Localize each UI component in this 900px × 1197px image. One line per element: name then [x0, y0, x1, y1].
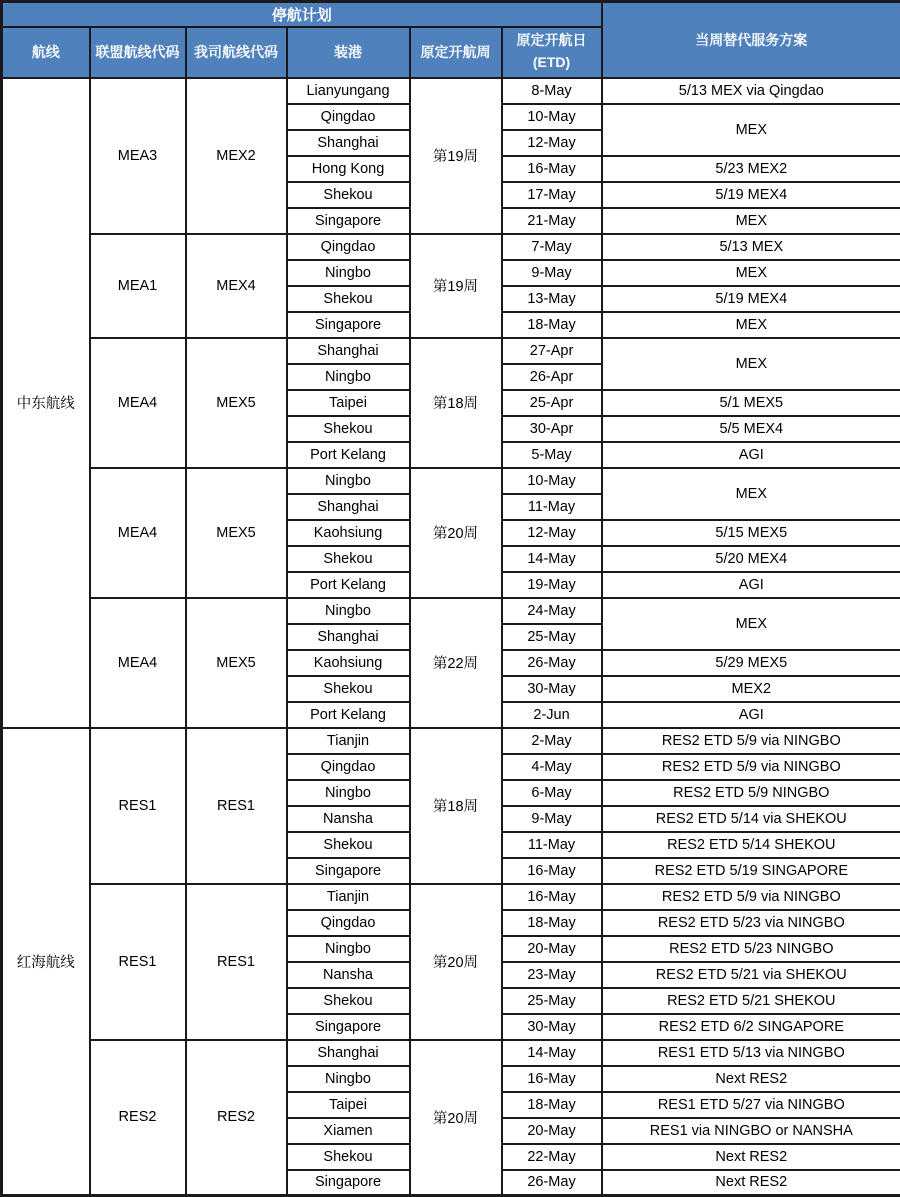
- etd-cell: 30-May: [502, 1014, 602, 1040]
- schedule-row: [2, 468, 900, 494]
- etd-cell: 17-May: [502, 182, 602, 208]
- schedule-row: [2, 884, 900, 910]
- alt-service-cell: MEX: [602, 338, 900, 390]
- port-cell: Shekou: [287, 1144, 410, 1170]
- etd-cell: 11-May: [502, 494, 602, 520]
- etd-cell: 18-May: [502, 1092, 602, 1118]
- etd-cell: 24-May: [502, 598, 602, 624]
- etd-cell: 11-May: [502, 832, 602, 858]
- etd-cell: 22-May: [502, 1144, 602, 1170]
- alt-service-cell: MEX: [602, 468, 900, 520]
- etd-cell: 14-May: [502, 1040, 602, 1066]
- etd-cell: 26-May: [502, 650, 602, 676]
- etd-cell: 25-May: [502, 624, 602, 650]
- port-cell: Singapore: [287, 208, 410, 234]
- alt-service-cell: 5/13 MEX: [602, 234, 900, 260]
- port-cell: Nansha: [287, 806, 410, 832]
- route-group-cell: 中东航线: [2, 78, 90, 728]
- alt-service-cell: RES2 ETD 5/14 via SHEKOU: [602, 806, 900, 832]
- etd-cell: 4-May: [502, 754, 602, 780]
- port-cell: Singapore: [287, 1170, 410, 1196]
- alt-service-cell: MEX: [602, 312, 900, 338]
- column-header-alliance-code: 联盟航线代码: [90, 27, 186, 78]
- etd-cell: 12-May: [502, 520, 602, 546]
- port-cell: Shanghai: [287, 624, 410, 650]
- alt-service-cell: 5/19 MEX4: [602, 182, 900, 208]
- etd-cell: 20-May: [502, 1118, 602, 1144]
- column-header-company-code: 我司航线代码: [186, 27, 287, 78]
- port-cell: Shanghai: [287, 130, 410, 156]
- alt-service-cell: RES2 ETD 5/14 SHEKOU: [602, 832, 900, 858]
- alt-service-cell: AGI: [602, 442, 900, 468]
- etd-cell: 21-May: [502, 208, 602, 234]
- alt-service-cell: Next RES2: [602, 1170, 900, 1196]
- etd-cell: 2-Jun: [502, 702, 602, 728]
- etd-cell: 6-May: [502, 780, 602, 806]
- etd-cell: 19-May: [502, 572, 602, 598]
- suspension-plan-title: 停航计划: [2, 2, 602, 27]
- port-cell: Qingdao: [287, 104, 410, 130]
- alliance-code-cell: MEA4: [90, 468, 186, 598]
- alt-service-cell: RES2 ETD 5/21 via SHEKOU: [602, 962, 900, 988]
- etd-cell: 18-May: [502, 312, 602, 338]
- etd-cell: 9-May: [502, 260, 602, 286]
- etd-cell: 9-May: [502, 806, 602, 832]
- port-cell: Taipei: [287, 390, 410, 416]
- alt-service-cell: AGI: [602, 702, 900, 728]
- port-cell: Shekou: [287, 416, 410, 442]
- etd-cell: 8-May: [502, 78, 602, 104]
- port-cell: Shekou: [287, 676, 410, 702]
- column-header-week: 原定开航周: [410, 27, 502, 78]
- company-code-cell: MEX2: [186, 78, 287, 234]
- port-cell: Kaohsiung: [287, 520, 410, 546]
- etd-cell: 14-May: [502, 546, 602, 572]
- etd-cell: 10-May: [502, 104, 602, 130]
- port-cell: Shanghai: [287, 338, 410, 364]
- port-cell: Port Kelang: [287, 702, 410, 728]
- port-cell: Qingdao: [287, 754, 410, 780]
- port-cell: Shanghai: [287, 494, 410, 520]
- alt-service-cell: 5/13 MEX via Qingdao: [602, 78, 900, 104]
- port-cell: Ningbo: [287, 936, 410, 962]
- alliance-code-cell: MEA3: [90, 78, 186, 234]
- table-header: [2, 2, 900, 78]
- port-cell: Ningbo: [287, 364, 410, 390]
- port-cell: Singapore: [287, 858, 410, 884]
- port-cell: Nansha: [287, 962, 410, 988]
- week-cell: 第18周: [410, 338, 502, 468]
- schedule-row: [2, 728, 900, 754]
- etd-cell: 26-May: [502, 1170, 602, 1196]
- etd-cell: 23-May: [502, 962, 602, 988]
- etd-cell: 2-May: [502, 728, 602, 754]
- alt-service-cell: RES2 ETD 5/9 via NINGBO: [602, 884, 900, 910]
- port-cell: Ningbo: [287, 260, 410, 286]
- alt-service-cell: RES1 ETD 5/27 via NINGBO: [602, 1092, 900, 1118]
- etd-cell: 16-May: [502, 1066, 602, 1092]
- etd-cell: 10-May: [502, 468, 602, 494]
- company-code-cell: RES1: [186, 884, 287, 1040]
- port-cell: Hong Kong: [287, 156, 410, 182]
- alt-service-cell: RES2 ETD 5/19 SINGAPORE: [602, 858, 900, 884]
- port-cell: Shekou: [287, 832, 410, 858]
- port-cell: Singapore: [287, 1014, 410, 1040]
- port-cell: Ningbo: [287, 1066, 410, 1092]
- alt-service-cell: RES1 ETD 5/13 via NINGBO: [602, 1040, 900, 1066]
- week-cell: 第19周: [410, 78, 502, 234]
- column-header-route: 航线: [2, 27, 90, 78]
- week-cell: 第19周: [410, 234, 502, 338]
- port-cell: Ningbo: [287, 780, 410, 806]
- port-cell: Ningbo: [287, 468, 410, 494]
- port-cell: Shekou: [287, 182, 410, 208]
- alt-service-cell: 5/29 MEX5: [602, 650, 900, 676]
- port-cell: Shanghai: [287, 1040, 410, 1066]
- schedule-row: [2, 598, 900, 624]
- alt-service-cell: RES2 ETD 5/21 SHEKOU: [602, 988, 900, 1014]
- etd-cell: 26-Apr: [502, 364, 602, 390]
- week-cell: 第22周: [410, 598, 502, 728]
- alt-service-cell: 5/1 MEX5: [602, 390, 900, 416]
- port-cell: Port Kelang: [287, 572, 410, 598]
- schedule-row: [2, 234, 900, 260]
- company-code-cell: MEX4: [186, 234, 287, 338]
- alliance-code-cell: RES1: [90, 884, 186, 1040]
- port-cell: Singapore: [287, 312, 410, 338]
- port-cell: Lianyungang: [287, 78, 410, 104]
- etd-cell: 16-May: [502, 156, 602, 182]
- alt-service-cell: RES2 ETD 6/2 SINGAPORE: [602, 1014, 900, 1040]
- alt-service-cell: RES2 ETD 5/23 NINGBO: [602, 936, 900, 962]
- column-header-etd-line2: (ETD): [505, 52, 599, 74]
- etd-cell: 12-May: [502, 130, 602, 156]
- etd-cell: 20-May: [502, 936, 602, 962]
- port-cell: Tianjin: [287, 884, 410, 910]
- etd-cell: 16-May: [502, 858, 602, 884]
- etd-cell: 7-May: [502, 234, 602, 260]
- alt-service-cell: 5/5 MEX4: [602, 416, 900, 442]
- etd-cell: 16-May: [502, 884, 602, 910]
- alliance-code-cell: MEA1: [90, 234, 186, 338]
- week-cell: 第18周: [410, 728, 502, 884]
- column-header-etd-line1: 原定开航日: [505, 30, 599, 52]
- port-cell: Qingdao: [287, 234, 410, 260]
- schedule-table-body: [2, 78, 900, 1196]
- company-code-cell: RES2: [186, 1040, 287, 1196]
- alt-service-cell: MEX: [602, 598, 900, 650]
- week-cell: 第20周: [410, 1040, 502, 1196]
- schedule-row: [2, 78, 900, 104]
- alt-service-cell: Next RES2: [602, 1144, 900, 1170]
- port-cell: Tianjin: [287, 728, 410, 754]
- alliance-code-cell: MEA4: [90, 598, 186, 728]
- port-cell: Shekou: [287, 546, 410, 572]
- port-cell: Xiamen: [287, 1118, 410, 1144]
- etd-cell: 13-May: [502, 286, 602, 312]
- etd-cell: 30-Apr: [502, 416, 602, 442]
- header-row-title: [2, 2, 900, 27]
- schedule-row: [2, 1040, 900, 1066]
- port-cell: Ningbo: [287, 598, 410, 624]
- alt-service-cell: MEX2: [602, 676, 900, 702]
- company-code-cell: MEX5: [186, 468, 287, 598]
- route-group-cell: 红海航线: [2, 728, 90, 1196]
- alt-service-cell: 5/19 MEX4: [602, 286, 900, 312]
- port-cell: Port Kelang: [287, 442, 410, 468]
- alliance-code-cell: RES1: [90, 728, 186, 884]
- alt-service-cell: RES2 ETD 5/9 NINGBO: [602, 780, 900, 806]
- alt-service-cell: Next RES2: [602, 1066, 900, 1092]
- port-cell: Kaohsiung: [287, 650, 410, 676]
- schedule-row: [2, 338, 900, 364]
- alt-service-cell: 5/15 MEX5: [602, 520, 900, 546]
- column-header-alt-service: 当周替代服务方案: [602, 2, 900, 78]
- column-header-port: 装港: [287, 27, 410, 78]
- alt-service-cell: MEX: [602, 208, 900, 234]
- port-cell: Shekou: [287, 988, 410, 1014]
- alt-service-cell: RES2 ETD 5/9 via NINGBO: [602, 728, 900, 754]
- alliance-code-cell: MEA4: [90, 338, 186, 468]
- alt-service-cell: RES1 via NINGBO or NANSHA: [602, 1118, 900, 1144]
- week-cell: 第20周: [410, 884, 502, 1040]
- alt-service-cell: 5/23 MEX2: [602, 156, 900, 182]
- alt-service-cell: AGI: [602, 572, 900, 598]
- column-header-etd: [502, 27, 602, 78]
- alliance-code-cell: RES2: [90, 1040, 186, 1196]
- alt-service-cell: MEX: [602, 260, 900, 286]
- week-cell: 第20周: [410, 468, 502, 598]
- alt-service-cell: MEX: [602, 104, 900, 156]
- company-code-cell: MEX5: [186, 338, 287, 468]
- etd-cell: 27-Apr: [502, 338, 602, 364]
- etd-cell: 18-May: [502, 910, 602, 936]
- etd-cell: 25-Apr: [502, 390, 602, 416]
- alt-service-cell: 5/20 MEX4: [602, 546, 900, 572]
- company-code-cell: MEX5: [186, 598, 287, 728]
- alt-service-cell: RES2 ETD 5/9 via NINGBO: [602, 754, 900, 780]
- company-code-cell: RES1: [186, 728, 287, 884]
- port-cell: Taipei: [287, 1092, 410, 1118]
- alt-service-cell: RES2 ETD 5/23 via NINGBO: [602, 910, 900, 936]
- etd-cell: 5-May: [502, 442, 602, 468]
- etd-cell: 25-May: [502, 988, 602, 1014]
- port-cell: Shekou: [287, 286, 410, 312]
- etd-cell: 30-May: [502, 676, 602, 702]
- port-cell: Qingdao: [287, 910, 410, 936]
